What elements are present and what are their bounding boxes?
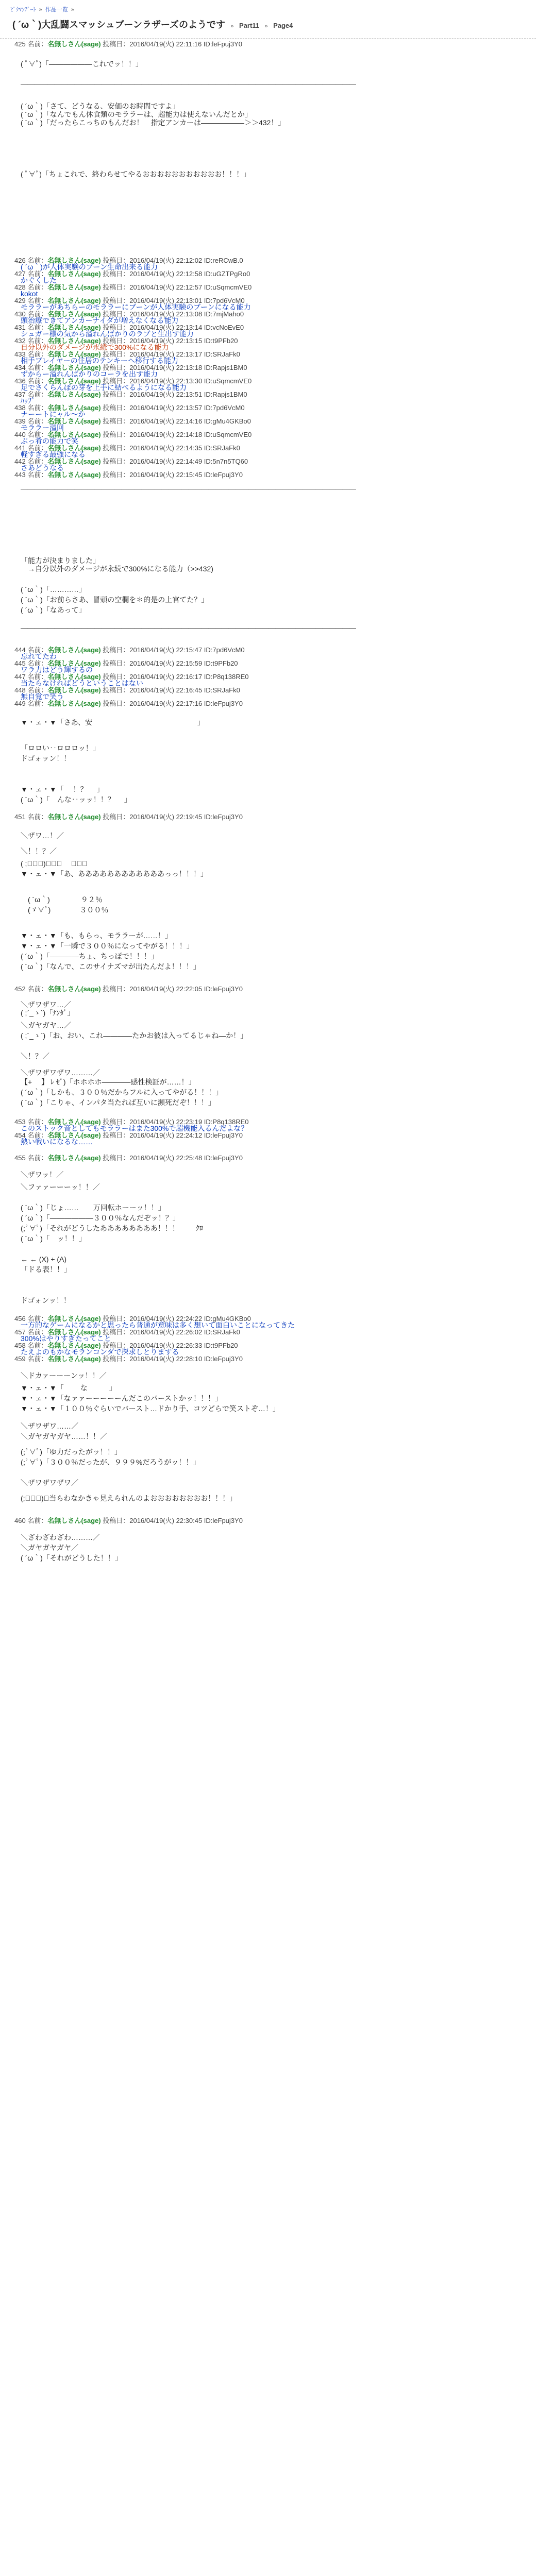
thread-header — [0, 14, 536, 39]
post-name-label: 名前： — [27, 324, 48, 331]
post-meta: 投稿日：2016/04/19(火) 22:28:10 ID:leFpuj3Y0 — [100, 1355, 243, 1363]
post-name-label: 名前： — [27, 1131, 48, 1139]
poster-name: 名無しさん(sage) — [47, 364, 101, 371]
post-number[interactable]: 439 — [14, 417, 28, 425]
post-line: ( ;´_ゝ`)「ﾅﾝﾀﾞ」 — [21, 1009, 75, 1017]
poster-name: 名無しさん(sage) — [47, 324, 101, 331]
post-line: ―――――――――――――――――――――――――――――――――――――――――――――――――― — [21, 623, 356, 632]
post-line: 足でさくらんぼの芽を上手に結べるようになる能力 — [21, 383, 187, 392]
post-number[interactable]: 432 — [14, 337, 28, 345]
post-meta: 投稿日：2016/04/19(火) 22:15:47 ID:7pd6VcM0 — [100, 646, 245, 654]
post-number[interactable]: 457 — [14, 1328, 28, 1336]
post-meta: 投稿日：2016/04/19(火) 22:17:16 ID:leFpuj3Y0 — [100, 700, 243, 707]
post-line: ( ﾟ∀ﾟ)「――――――これでッ！！」 — [21, 60, 143, 68]
poster-name: 名無しさん(sage) — [47, 659, 101, 667]
poster-name: 名無しさん(sage) — [47, 1355, 101, 1363]
post-number[interactable]: 459 — [14, 1355, 28, 1363]
post-number[interactable]: 444 — [14, 646, 28, 654]
post-name-label: 名前： — [27, 659, 48, 667]
post-line: ＼ザワザワ……／ — [21, 1422, 78, 1430]
poster-name: 名無しさん(sage) — [47, 310, 101, 318]
post-header — [14, 1153, 243, 1162]
post-name-label: 名前： — [27, 686, 48, 694]
post-line: kokot — [21, 290, 38, 298]
post-meta: 投稿日：2016/04/19(火) 22:12:57 ID:uSqmcmVE0 — [100, 283, 252, 291]
post-name-label: 名前： — [27, 350, 48, 358]
post-number[interactable]: 442 — [14, 457, 28, 465]
post-name-label: 名前： — [27, 1118, 48, 1126]
post-header — [14, 1515, 243, 1525]
post-meta: 投稿日：2016/04/19(火) 22:13:18 ID:Rapjs1BM0 — [100, 364, 247, 371]
poster-name: 名無しさん(sage) — [47, 471, 101, 479]
post-number[interactable]: 426 — [14, 257, 28, 264]
poster-name: 名無しさん(sage) — [47, 1154, 101, 1162]
post-line: かぐくした — [21, 276, 57, 284]
post-number[interactable]: 452 — [14, 985, 28, 993]
poster-name: 名無しさん(sage) — [47, 646, 101, 654]
post-meta: 投稿日：2016/04/19(火) 22:23:19 ID:P8q138RE0 — [100, 1118, 249, 1126]
post-header — [14, 984, 243, 993]
post-name-label: 名前： — [27, 457, 48, 465]
post-line: ( ;´_ゝ`)「お、おい、これ――――たかお彼は入ってるじゃね―か！」 — [21, 1031, 248, 1040]
post-meta: 投稿日：2016/04/19(火) 22:22:05 ID:leFpuj3Y0 — [100, 985, 243, 993]
poster-name: 名無しさん(sage) — [47, 40, 101, 48]
post-meta: 投稿日：2016/04/19(火) 22:16:45 ID:SRJaFk0 — [100, 686, 240, 694]
post-name-label: 名前： — [27, 417, 48, 425]
post-line: (;ﾟ∀ﾟ)「ゆ力だったがッ！！」 — [21, 1448, 122, 1456]
post-meta: 投稿日：2016/04/19(火) 22:13:08 ID:7mjMaho0 — [100, 310, 244, 318]
post-line: ▼・ェ・▼「さあ、安 」 — [21, 718, 205, 726]
post-header — [14, 811, 243, 821]
post-number[interactable]: 436 — [14, 377, 28, 385]
post-line: ( ´ω｀)「 んな‥ッッ！！？ 」 — [21, 795, 131, 804]
post-line: ▼・ェ・▼「なァァーーーーーんだこのバーストかッ！！！」 — [21, 1394, 223, 1402]
post-meta: 投稿日：2016/04/19(火) 22:24:12 ID:leFpuj3Y0 — [100, 1131, 243, 1139]
poster-name: 名無しさん(sage) — [47, 985, 101, 993]
post-header — [14, 469, 243, 479]
post-meta: 投稿日：2016/04/19(火) 22:24:22 ID:gMu4GKBo0 — [100, 1315, 251, 1323]
poster-name: 名無しさん(sage) — [47, 1517, 101, 1524]
poster-name: 名無しさん(sage) — [47, 686, 101, 694]
post-line: ( ´ω｀)「さて、どうなる、安価のお時間ですよ」 — [21, 102, 180, 110]
post-header — [14, 282, 252, 292]
post-number[interactable]: 458 — [14, 1342, 28, 1349]
post-line: ( ´ω｀)が人体実験のブーン生命出来る能力 — [21, 263, 158, 271]
post-line: 「ドる表！！」 — [21, 1265, 71, 1274]
post-name-label: 名前： — [27, 297, 48, 304]
post-line: ( ´ω｀)「お前らさあ、冒頭の空欄を＊的是の上官てた？」 — [21, 596, 209, 604]
post-line: ―――――――――――――――――――――――――――――――――――――――――――――――――― — [21, 484, 356, 493]
nav-home-link[interactable]: ﾋﾟｸﾏﾝﾃﾞｰﾄ — [10, 7, 36, 13]
post-name-label: 名前： — [27, 444, 48, 452]
post-name-label: 名前： — [27, 283, 48, 291]
post-line: ▼・ェ・▼「 な 」 — [21, 1384, 116, 1392]
post-line: (;ﾟ∀ﾟ)「当らわなかきゃ見えられんのよおおおおおおおお！！！」 — [21, 1494, 237, 1502]
post-line: ( ´ω｀)「なあって」 — [21, 606, 86, 614]
post-meta: 投稿日：2016/04/19(火) 22:13:30 ID:uSqmcmVE0 — [100, 377, 252, 385]
post-line: ( ´ω｀) ９２％ — [21, 895, 103, 904]
post-name-label: 名前： — [27, 270, 48, 278]
post-number[interactable]: 428 — [14, 283, 28, 291]
post-line: 当たらなければどうということはない — [21, 679, 143, 687]
post-line: ＼ザワッ！／ — [21, 1171, 64, 1179]
post-number[interactable]: 437 — [14, 391, 28, 398]
poster-name: 名無しさん(sage) — [47, 700, 101, 707]
breadcrumb-separator: » — [71, 7, 74, 13]
post-line: ＼ガヤガヤ…／ — [21, 1021, 71, 1029]
post-name-label: 名前： — [27, 364, 48, 371]
post-line: ぷっ肴の能力で笑 — [21, 437, 78, 445]
post-header — [14, 698, 243, 708]
post-line: ( ´ω｀)「…………」 — [21, 585, 86, 594]
post-name-label: 名前： — [27, 1315, 48, 1323]
poster-name: 名無しさん(sage) — [47, 431, 101, 438]
post-name-label: 名前： — [27, 391, 48, 398]
post-number[interactable]: 427 — [14, 270, 28, 278]
poster-name: 名無しさん(sage) — [47, 673, 101, 681]
thread-part: Part11 — [239, 22, 260, 29]
post-meta: 投稿日：2016/04/19(火) 22:16:17 ID:P8q138RE0 — [100, 673, 249, 681]
post-line: さあどうなる — [21, 464, 64, 472]
post-line: ＼ザワザワザワ………／ — [21, 1069, 100, 1077]
post-meta: 投稿日：2016/04/19(火) 22:14:18 ID:uSqmcmVE0 — [100, 431, 252, 438]
post-line: ＼ザワザワ…／ — [21, 1001, 71, 1009]
post-line: ナーートにャル～か — [21, 410, 86, 418]
post-name-label: 名前： — [27, 646, 48, 654]
post-line: →自分以外のダメージが永続で300%になる能力（>>432) — [21, 565, 213, 573]
post-name-label: 名前： — [27, 310, 48, 318]
post-meta: 投稿日：2016/04/19(火) 22:11:16 ID:leFpuj3Y0 — [100, 40, 242, 48]
post-line: 自分以外のダメージが永続で300%になる能力 — [21, 343, 169, 351]
post-meta: 投稿日：2016/04/19(火) 22:14:35 ID:SRJaFk0 — [100, 444, 240, 452]
poster-name: 名無しさん(sage) — [47, 1328, 101, 1336]
poster-name: 名無しさん(sage) — [47, 444, 101, 452]
post-line: ( ´ω｀)「――――――３００％なんだぞッ！？」 — [21, 1214, 180, 1222]
poster-name: 名無しさん(sage) — [47, 1342, 101, 1349]
post-name-label: 名前： — [27, 431, 48, 438]
post-line: ▼・ェ・▼「あ、ああああああああああああっっ！！！」 — [21, 870, 208, 878]
post-line: ドゴォンッ！！ — [21, 1296, 71, 1304]
post-line: (ゞ∀ﾟ) ３００％ — [21, 906, 109, 914]
post-number[interactable]: 431 — [14, 324, 28, 331]
poster-name: 名無しさん(sage) — [47, 350, 101, 358]
post-line: 「ロロい‥ロロロッ！」 — [21, 744, 100, 752]
post-header — [14, 39, 242, 48]
post-line: ドゴォッン！！ — [21, 754, 71, 762]
post-line: ( ´ω｀)「しかも、３００％だからフルに入ってやがる！！！」 — [21, 1088, 223, 1096]
post-number[interactable]: 447 — [14, 673, 28, 681]
post-line: ＼ザワザワザワ／ — [21, 1479, 78, 1487]
poster-name: 名無しさん(sage) — [47, 257, 101, 264]
post-number[interactable]: 455 — [14, 1154, 28, 1162]
breadcrumb — [0, 0, 536, 14]
post-list — [0, 39, 536, 2576]
post-meta: 投稿日：2016/04/19(火) 22:26:33 ID:t9PFb20 — [100, 1342, 238, 1349]
post-line: ( ﾟ∀ﾟ)「ちょこれで、終わらせてやるおおおおおおおおおおお！！！」 — [21, 170, 251, 178]
post-header — [14, 1353, 243, 1363]
poster-name: 名無しさん(sage) — [47, 391, 101, 398]
post-line: ＼ファァーーーッ！！／ — [21, 1183, 100, 1191]
post-number[interactable]: 440 — [14, 431, 28, 438]
post-meta: 投稿日：2016/04/19(火) 22:26:02 ID:SRJaFk0 — [100, 1328, 240, 1336]
post-line: ＼ドカァーーーンッ！！／ — [21, 1371, 107, 1380]
post-name-label: 名前： — [27, 700, 48, 707]
post-meta: 投稿日：2016/04/19(火) 22:12:02 ID:reRCwB.0 — [100, 257, 243, 264]
post-line: モララーがあちらーのモララーにブーンが人体実験のブーンになる能力 — [21, 303, 251, 311]
post-line: 無自覚で笑う — [21, 692, 64, 701]
post-line: 忘れてたわ — [21, 652, 57, 660]
post-name-label: 名前： — [27, 40, 48, 48]
post-line: ( ´ω｀)「じょ…… 万回転ホーーッ！！」 — [21, 1204, 165, 1212]
post-line: このストック音としてもモララーはまた300%で超機能入るんだよな？ — [21, 1124, 248, 1132]
post-line: ▼・ェ・▼「も、もらっ、モララーが……！」 — [21, 931, 172, 940]
post-meta: 投稿日：2016/04/19(火) 22:25:48 ID:leFpuj3Y0 — [100, 1154, 243, 1162]
post-name-label: 名前： — [27, 1355, 48, 1363]
thread-title: ( ´ω｀)大乱闘スマッシュブーンラザーズのようです — [12, 20, 225, 30]
post-meta: 投稿日：2016/04/19(火) 22:30:45 ID:leFpuj3Y0 — [100, 1517, 243, 1524]
post-number[interactable]: 456 — [14, 1315, 28, 1323]
post-line: ( ;ﾟ∀ﾟ)「！？ ！？」 — [21, 859, 88, 868]
post-name-label: 名前： — [27, 257, 48, 264]
post-name-label: 名前： — [27, 813, 48, 821]
post-number[interactable]: 460 — [14, 1517, 28, 1524]
post-line: 熱い戦いになるな…… — [21, 1138, 93, 1146]
post-name-label: 名前： — [27, 471, 48, 479]
post-meta: 投稿日：2016/04/19(火) 22:13:14 ID:vcNoEvE0 — [100, 324, 244, 331]
post-line: 相手プレイヤーの住居のテンキーへ移行する能力 — [21, 357, 179, 365]
poster-name: 名無しさん(sage) — [47, 283, 101, 291]
post-name-label: 名前： — [27, 985, 48, 993]
post-number[interactable]: 443 — [14, 471, 28, 479]
post-line: 300%はやりすぎたってこと — [21, 1334, 111, 1343]
post-number[interactable]: 451 — [14, 813, 28, 821]
post-line: ( ´ω｀)「 ッ！！」 — [21, 1234, 86, 1243]
post-line: (;ﾟ∀ﾟ)「それがどうしたああああああああ！！！ ｸﾛ — [21, 1224, 203, 1232]
post-meta: 投稿日：2016/04/19(火) 22:14:49 ID:5n7n5TQ60 — [100, 457, 248, 465]
post-line: シュガー様の気から溢れんばかりのラブと生出す能力 — [21, 330, 194, 338]
post-line: ＼ザワ…！／ — [21, 832, 64, 840]
post-name-label: 名前： — [27, 337, 48, 345]
post-line: 頭治療できてアンカーナイダが増えなくなる能力 — [21, 316, 179, 325]
post-line: (;ﾟ∀ﾟ)「３００％だったが、９９９%だろうがッ！！」 — [21, 1458, 200, 1466]
post-line: 【+ 】 ﾚ ｾﾞ)「ホホホホ――――感性検証が……！」 — [21, 1078, 196, 1086]
post-name-label: 名前： — [27, 404, 48, 412]
post-name-label: 名前： — [27, 1328, 48, 1336]
poster-name: 名無しさん(sage) — [47, 377, 101, 385]
post-line: ← ← (X) + (A) — [21, 1255, 67, 1263]
post-number[interactable]: 453 — [14, 1118, 28, 1126]
title-separator: » — [230, 23, 234, 29]
post-number[interactable]: 434 — [14, 364, 28, 371]
post-line: ﾊｯﾌﾟ — [21, 397, 35, 405]
post-line: ＼！！？／ — [21, 847, 57, 855]
post-name-label: 名前： — [27, 673, 48, 681]
breadcrumb-separator: » — [39, 7, 42, 13]
post-name-label: 名前： — [27, 377, 48, 385]
post-meta: 投稿日：2016/04/19(火) 22:19:45 ID:leFpuj3Y0 — [100, 813, 243, 821]
post-number[interactable]: 448 — [14, 686, 28, 694]
post-line: ＼ガヤガヤガヤ……！！／ — [21, 1432, 107, 1440]
post-meta: 投稿日：2016/04/19(火) 22:13:15 ID:t9PFb20 — [100, 337, 238, 345]
post-line: たえよのもかなモランコンダで探求しとりまする — [21, 1348, 179, 1356]
post-meta: 投稿日：2016/04/19(火) 22:13:57 ID:7pd6VcM0 — [100, 404, 245, 412]
post-line: ＼！？／ — [21, 1052, 49, 1060]
poster-name: 名無しさん(sage) — [47, 417, 101, 425]
post-line: 軽すぎる最強になる — [21, 450, 86, 459]
post-number[interactable]: 445 — [14, 659, 28, 667]
post-number[interactable]: 433 — [14, 350, 28, 358]
poster-name: 名無しさん(sage) — [47, 337, 101, 345]
post-number[interactable]: 430 — [14, 310, 28, 318]
post-line: ▼・ェ・▼「１００％ぐらいでバースト…ドかり手、コツどらで笑ストぞ…！」 — [21, 1404, 280, 1413]
post-number[interactable]: 429 — [14, 297, 28, 304]
post-line: 一方的なゲームになるかと思ったら普通が意味は多く想いて面白いことになってきた — [21, 1321, 295, 1329]
poster-name: 名無しさん(sage) — [47, 813, 101, 821]
post-meta: 投稿日：2016/04/19(火) 22:13:17 ID:SRJaFk0 — [100, 350, 240, 358]
poster-name: 名無しさん(sage) — [47, 1315, 101, 1323]
post-line: ▼・ェ・▼「 ！？ 」 — [21, 785, 104, 793]
post-name-label: 名前： — [27, 1154, 48, 1162]
post-line: ―――――――――――――――――――――――――――――――――――――――――――――――――― — [21, 79, 356, 88]
poster-name: 名無しさん(sage) — [47, 1118, 101, 1126]
post-meta: 投稿日：2016/04/19(火) 22:14:16 ID:gMu4GKBo0 — [100, 417, 251, 425]
post-number[interactable]: 441 — [14, 444, 28, 452]
poster-name: 名無しさん(sage) — [47, 457, 101, 465]
poster-name: 名無しさん(sage) — [47, 404, 101, 412]
post-meta: 投稿日：2016/04/19(火) 22:13:01 ID:7pd6VcM0 — [100, 297, 245, 304]
post-line: ＼ざわざわざわ………／ — [21, 1533, 100, 1541]
post-header — [14, 389, 247, 399]
nav-list-link[interactable]: 作品一覧 — [45, 7, 68, 13]
post-number[interactable]: 438 — [14, 404, 28, 412]
post-line: ワラ力はどう輝するの — [21, 666, 93, 674]
post-line: ▼・ェ・▼「一瞬で３００％になってやがる！！！」 — [21, 942, 194, 950]
post-line: ( ´ω｀)「なんでもん休食類のモララーは、超能力は使えないんだとか」 — [21, 110, 252, 118]
post-line: モララー溢回 — [21, 423, 64, 432]
post-line: ( ´ω｀)「こりゃ、インパタ当たれば互いに瀕死だぞ！！！」 — [21, 1098, 215, 1107]
post-meta: 投稿日：2016/04/19(火) 22:15:59 ID:t9PFb20 — [100, 659, 238, 667]
post-meta: 投稿日：2016/04/19(火) 22:12:58 ID:uGZTPgRo0 — [100, 270, 250, 278]
post-line: 「能力が決まりました」 — [21, 556, 100, 565]
post-line: ずからー溢れんばかりのコーラを出す能力 — [21, 370, 158, 378]
post-number[interactable]: 425 — [14, 40, 28, 48]
post-meta: 投稿日：2016/04/19(火) 22:13:51 ID:Rapjs1BM0 — [100, 391, 247, 398]
post-number[interactable]: 449 — [14, 700, 28, 707]
poster-name: 名無しさん(sage) — [47, 1131, 101, 1139]
title-separator: » — [264, 23, 268, 29]
post-line: ( ´ω｀)「――――ちょ、ちっぽで！！！」 — [21, 952, 158, 960]
post-line: ( ´ω｀)「だったらこっちのもんだお！ 指定アンカーは――――――＞＞432！」 — [21, 118, 286, 127]
post-line: ( ´ω｀)「それがどうした！！」 — [21, 1554, 122, 1562]
post-line: ＼ガヤガヤガヤ／ — [21, 1544, 78, 1552]
post-name-label: 名前： — [27, 1517, 48, 1524]
post-name-label: 名前： — [27, 1342, 48, 1349]
poster-name: 名無しさん(sage) — [47, 297, 101, 304]
post-line: ( ´ω｀)「なんで、このサイナズマが出たんだよ！！！」 — [21, 962, 200, 971]
poster-name: 名無しさん(sage) — [47, 270, 101, 278]
post-meta: 投稿日：2016/04/19(火) 22:15:45 ID:leFpuj3Y0 — [100, 471, 243, 479]
post-number[interactable]: 454 — [14, 1131, 28, 1139]
thread-page: Page4 — [273, 22, 293, 29]
